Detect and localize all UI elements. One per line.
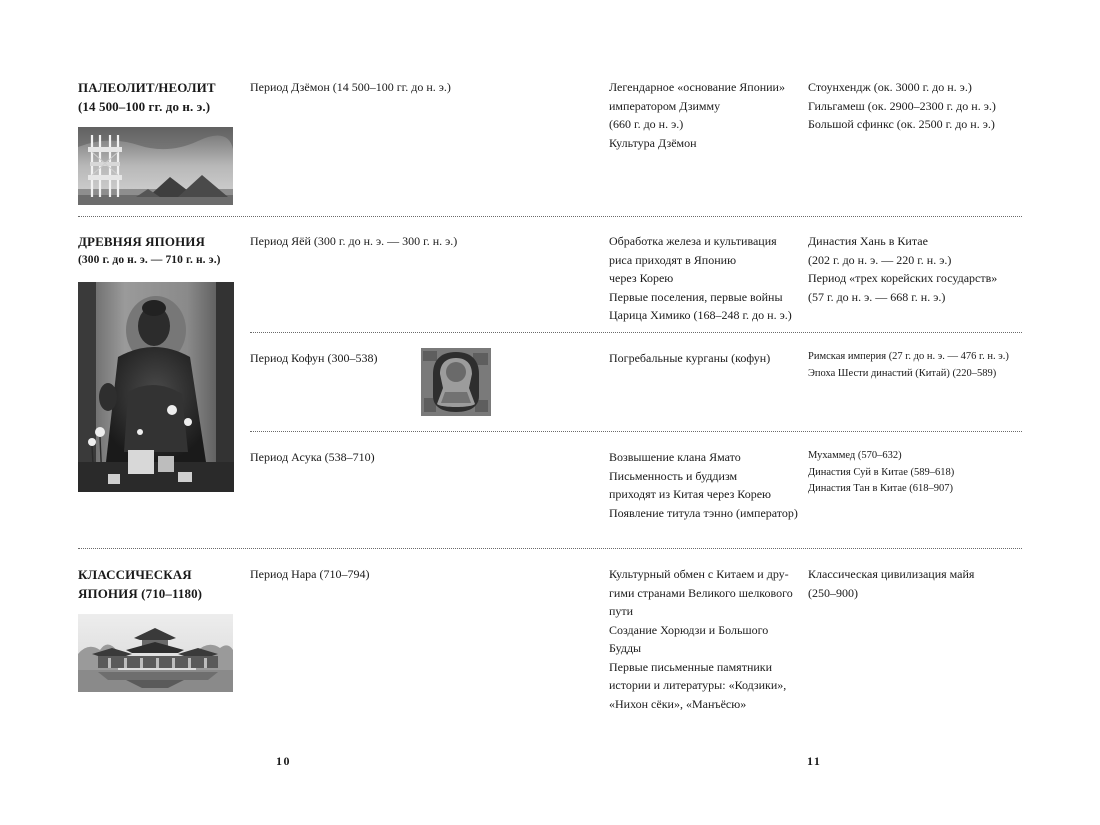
era-title-classical-japan: КЛАССИЧЕСКАЯ ЯПОНИЯ (710–1180) [78,567,203,601]
photo-jomon-watchtower [78,127,233,205]
photo-kofun-aerial [421,348,491,416]
era-title-ancient-japan: ДРЕВНЯЯ ЯПОНИЯ (300 г. до н. э. — 710 г. н. э.) [78,234,221,266]
japan-events-jomon: Легендарное «основание Японии» императором Дзимму (660 г. до н. э.) Культура Дзёмон [609,80,785,150]
photo-buddha-statue [78,282,234,492]
period-name-nara: Период Нара (710–794) [250,567,370,581]
era-divider [78,548,1022,549]
era-title-paleolithic: ПАЛЕОЛИТ/НЕОЛИТ (14 500–100 гг. до н. э.) [78,80,216,114]
world-events-kofun: Римская империя (27 г. до н. э. — 476 г. н. э.) Эпоха Шести династий (Китай) (220–589) [808,351,1009,379]
period-divider [250,332,1022,333]
world-events-nara: Классическая цивилизация майя (250–900) [808,567,975,600]
japan-events-asuka: Возвышение клана Ямато Письменность и буддизм приходят из Китая через Корею Появление титула тэнно (император) [609,450,798,520]
japan-events-yayoi: Обработка железа и культивация риса приходят в Японию через Корею Первые поселения, первые войны Царица Химико (168–248 г. до н. э.) [609,234,792,322]
period-name-asuka: Период Асука (538–710) [250,450,375,464]
world-events-jomon: Стоунхендж (ок. 3000 г. до н. э.) Гильгамеш (ок. 2900–2300 г. до н. э.) Большой сфинкс (ок. 2500 г. до н. э.) [808,80,996,131]
period-name-jomon: Период Дзёмон (14 500–100 гг. до н. э.) [250,80,451,94]
world-events-yayoi: Династия Хань в Китае (202 г. до н. э. — 220 г. н. э.) Период «трех корейских государств» (57 г. до н. э. — 668 г. н. э.) [808,234,998,304]
photo-byodoin-temple [78,614,233,692]
japan-events-kofun: Погребальные курганы (кофун) [609,351,771,365]
world-events-asuka: Мухаммед (570–632) Династия Суй в Китае (589–618) Династия Тан в Китае (618–907) [808,450,955,494]
period-divider [250,431,1022,432]
period-name-yayoi: Период Яёй (300 г. до н. э. — 300 г. н. э.) [250,234,458,248]
period-name-kofun: Период Кофун (300–538) [250,351,378,365]
page-number-left: 10 [276,754,291,768]
page-number-right: 11 [807,754,822,768]
japan-events-nara: Культурный обмен с Китаем и дру- гими странами Великого шелкового пути Создание Хорюдзи и Большого Будды Первые письменные памятники истории и литературы: «Кодзики», «Нихон сёки», «Манъёсю» [609,567,793,711]
era-divider [78,216,1022,217]
